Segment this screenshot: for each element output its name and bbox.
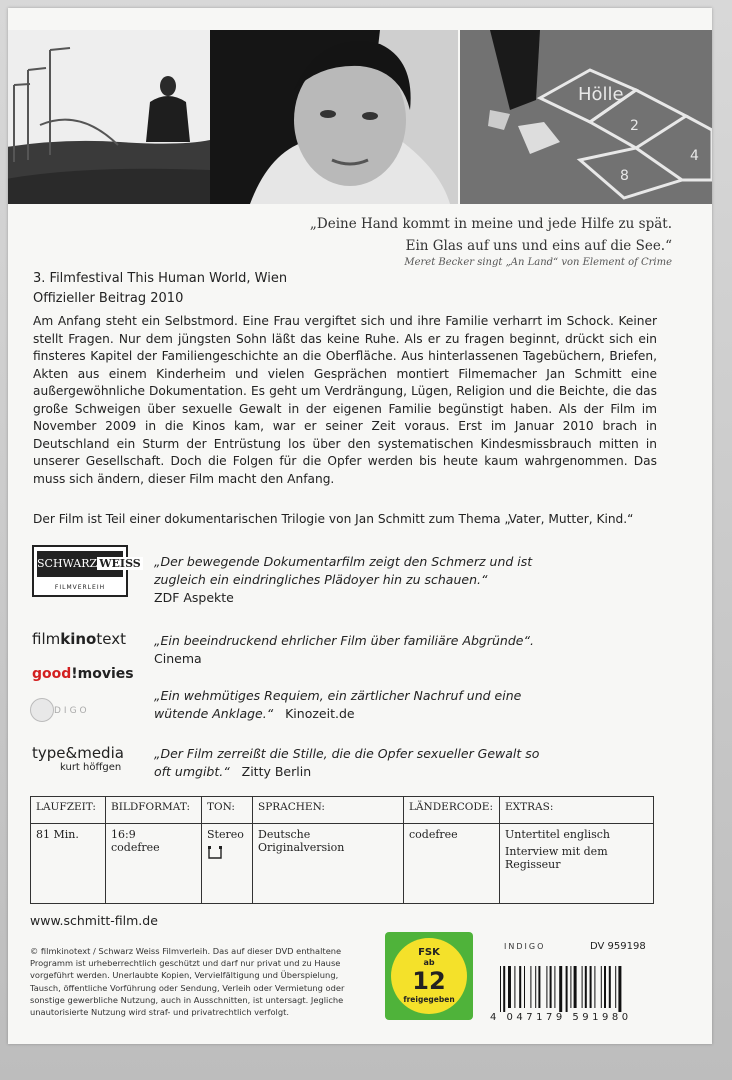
stereo-icon (207, 845, 223, 861)
song-quote-line-2: Ein Glas auf uns und eins auf die See.“ (405, 238, 672, 254)
website-url: www.schmitt-film.de (30, 913, 158, 928)
photo-hopscotch (460, 30, 712, 204)
type-media-logo: type&media (32, 744, 124, 762)
value-extras: Untertitel englisch Interview mit dem Regisseur (500, 824, 654, 904)
header-laendercode: LÄNDERCODE: (404, 797, 500, 824)
review-zitty: „Der Film zerreißt die Stille, die die Opfer sexueller Gewalt so oft umgibt.“ Zitty Berlin (154, 746, 540, 779)
indigo-logo-text: DIGO (54, 706, 90, 716)
song-quote-line-1: „Deine Hand kommt in meine und jede Hilfe zu spät. (309, 216, 672, 232)
photo-man-on-hill (8, 30, 210, 204)
value-laufzeit: 81 Min. (31, 824, 106, 904)
type-media-subtitle: kurt höffgen (60, 762, 122, 773)
value-bildformat: 16:9 codefree (106, 824, 202, 904)
fsk-12-rating-badge: FSK ab 12 freigegeben (385, 932, 473, 1020)
indigo-seal-icon (30, 698, 54, 722)
header-ton: TON: (202, 797, 253, 824)
header-sprachen: SPRACHEN: (253, 797, 404, 824)
header-laufzeit: LAUFZEIT: (31, 797, 106, 824)
dvd-back-cover (8, 8, 712, 1044)
indigo-small-logo: INDIGO (504, 942, 546, 951)
filmkinotext-logo: filmkinotext (32, 630, 126, 648)
synopsis-text: Am Anfang steht ein Selbstmord. Eine Frau vergiftet sich und ihre Familie verharrt im Schock. Keiner stellt Fragen. Nur dem jüngsten Sohn läßt das keine Ruhe. Als er zu fragen beginnt, drückt sich ein finsteres Kapitel der Familiengeschichte an die Oberfläche. Aus hinterlassenen Tagebüchern, Briefen, Akten aus einem Kinderheim und vielen Gesprächen montiert Filmemacher Jan Schmitt eine außergewöhnliche Dokumentation. Es geht um Verdrängung, Lügen, Religion und die Beichte, die das große Schweigen über sexuelle Gewalt in der eigenen Familie begünstigt haben. Als der Film im November 2009 in die Kinos kam, war er seiner Zeit voraus. Erst im Januar 2010 brach in Deutschland ein Sturm der Entrüstung los über den systematischen Kindesmissbrauch mitten in unserer Gesellschaft. Doch die Folgen für die Opfer werden bis heute kaum wahrgenommen. Das muss sich ändern, dieser Film macht den Anfang. (33, 314, 657, 486)
value-sprachen: Deutsche Originalversion (253, 824, 404, 904)
svg-text:4: 4 (690, 148, 699, 164)
svg-text:Hölle: Hölle (578, 84, 624, 105)
svg-text:2: 2 (630, 118, 639, 134)
value-ton: Stereo (202, 824, 253, 904)
photo-woman-headscarf (210, 30, 458, 204)
barcode-number: 4 047179 591980 (490, 1012, 632, 1023)
review-kinozeit: „Ein wehmütiges Requiem, ein zärtlicher Nachruf und eine wütende Anklage.“ Kinozeit.de (154, 688, 522, 721)
header-extras: EXTRAS: (500, 797, 654, 824)
dv-number: DV 959198 (590, 941, 646, 952)
schwarz-weiss-logo: SCHWARZ WEISS FILMVERLEIH (32, 545, 128, 597)
trilogy-note: Der Film ist Teil einer dokumentarischen Trilogie von Jan Schmitt zum Thema „Vater, Mutter, Kind.“ (33, 512, 634, 526)
value-laendercode: codefree (404, 824, 500, 904)
dvd-specs-table (30, 796, 654, 904)
barcode (500, 966, 650, 1012)
header-bildformat: BILDFORMAT: (106, 797, 202, 824)
festival-title: 3. Filmfestival This Human World, Wien (33, 271, 288, 286)
good-movies-logo: good!movies (32, 666, 134, 682)
review-cinema: „Ein beeindruckend ehrlicher Film über familiäre Abgründe“. Cinema (154, 633, 534, 666)
svg-text:8: 8 (620, 168, 629, 184)
festival-subtitle: Offizieller Beitrag 2010 (33, 291, 184, 306)
review-zdf: „Der bewegende Dokumentarfilm zeigt den Schmerz und ist zugleich ein eindringliches Plädoyer hin zu schauen.“ ZDF Aspekte (154, 554, 533, 605)
song-quote-credit: Meret Becker singt „An Land“ von Element of Crime (404, 257, 672, 268)
legal-notice: © filmkinotext / Schwarz Weiss Filmverleih. Das auf dieser DVD enthaltene Programm ist urheberrechtlich geschützt und darf nur privat und zu Hause vorgeführt werden. Unerlaubte Kopien, Vervielfältigung und Überspielung, Tausch, öffentliche Vorführung oder Sendung, Verleih oder Vermietung oder sonstige gewerbliche Nutzung, auch in Ausschnitten, ist untersagt. Jegliche unautorisierte Nutzung wird straf- und privatrechtlich verfolgt. (30, 946, 345, 1018)
